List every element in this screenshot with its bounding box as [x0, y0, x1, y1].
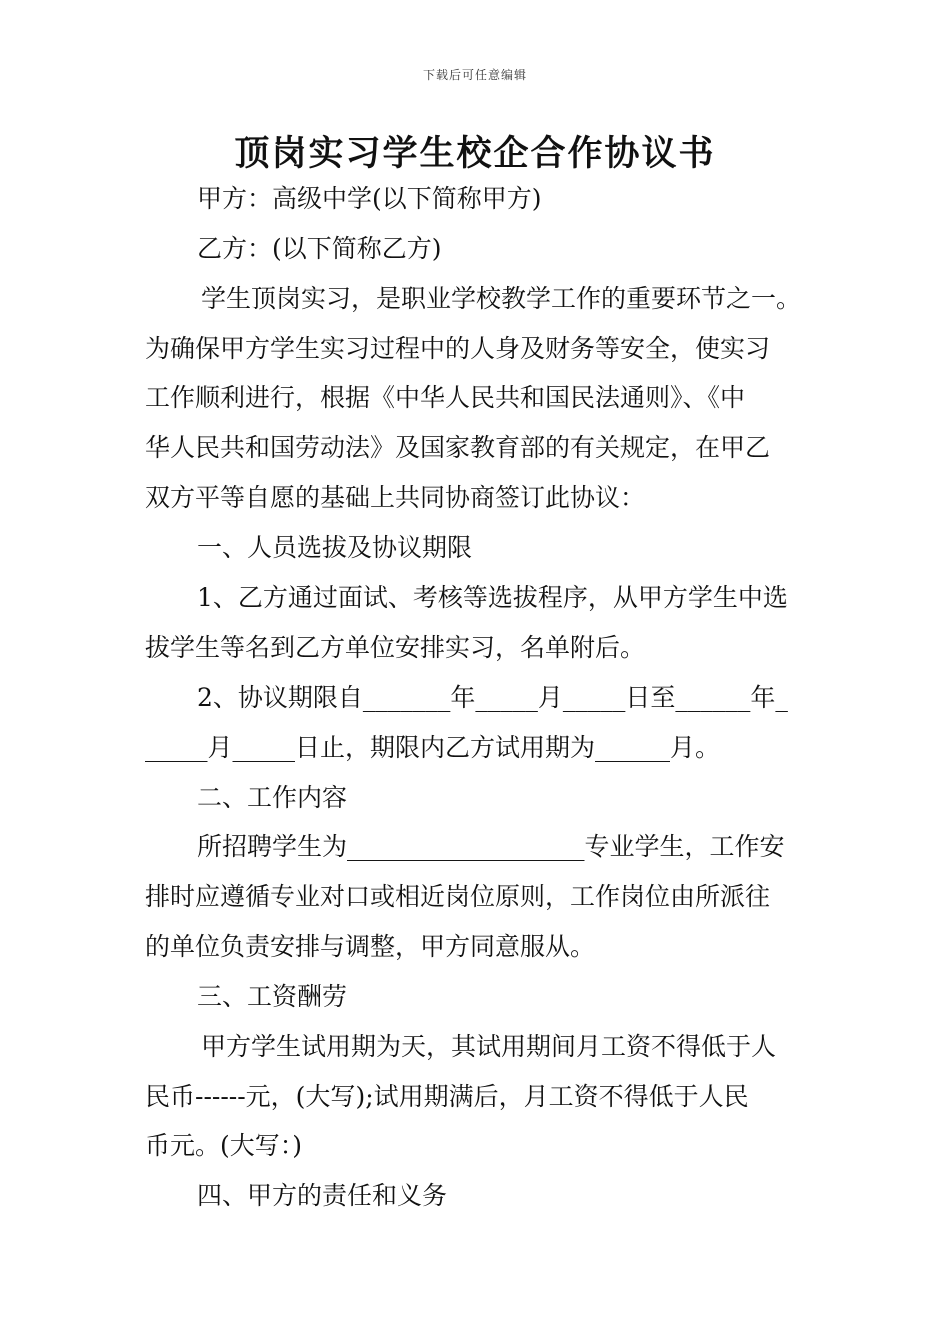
intro-line-4: 华人民共和国劳动法》及国家教育部的有关规定，在甲乙 [145, 433, 771, 462]
intro-line-2: 为确保甲方学生实习过程中的人身及财务等安全，使实习 [145, 334, 771, 363]
work-content-line-2: 排时应遵循专业对口或相近岗位原则，工作岗位由所派往 [145, 882, 771, 911]
work-content-line-1: 所招聘学生为___________________专业学生，工作安 [197, 832, 785, 861]
salary-line-1: 甲方学生试用期为天，其试用期间月工资不得低于人 [201, 1032, 777, 1061]
section-heading-2: 二、工作内容 [197, 783, 348, 812]
section-heading-3: 三、工资酬劳 [197, 982, 348, 1011]
salary-line-3: 币元。(大写：) [145, 1131, 303, 1160]
party-b-line: 乙方：(以下简称乙方) [197, 234, 442, 263]
intro-line-5: 双方平等自愿的基础上共同协商签订此协议： [145, 483, 646, 512]
clause-1-line-2: 拔学生等名到乙方单位安排实习，名单附后。 [145, 633, 646, 662]
header-note: 下载后可任意编辑 [422, 68, 527, 82]
clause-2-line-2: _____月_____日止，期限内乙方试用期为______月。 [145, 733, 721, 762]
work-content-line-3: 的单位负责安排与调整，甲方同意服从。 [145, 932, 596, 961]
document-title: 顶岗实习学生校企合作协议书 [234, 133, 716, 174]
clause-2-line-1: 2、协议期限自_______年_____月_____日至______年_ [197, 683, 788, 712]
clause-1-line-1: 1、乙方通过面试、考核等选拔程序，从甲方学生中选 [197, 583, 788, 612]
section-heading-1: 一、人员选拔及协议期限 [197, 533, 473, 562]
section-heading-4: 四、甲方的责任和义务 [197, 1181, 448, 1210]
intro-line-3: 工作顺利进行，根据《中华人民共和国民法通则》、《中 [145, 383, 746, 412]
party-a-line: 甲方：高级中学(以下简称甲方) [197, 184, 542, 213]
salary-line-2: 民币------元，(大写);试用期满后，月工资不得低于人民 [145, 1082, 749, 1111]
intro-line-1: 学生顶岗实习，是职业学校教学工作的重要环节之一。 [201, 284, 802, 313]
